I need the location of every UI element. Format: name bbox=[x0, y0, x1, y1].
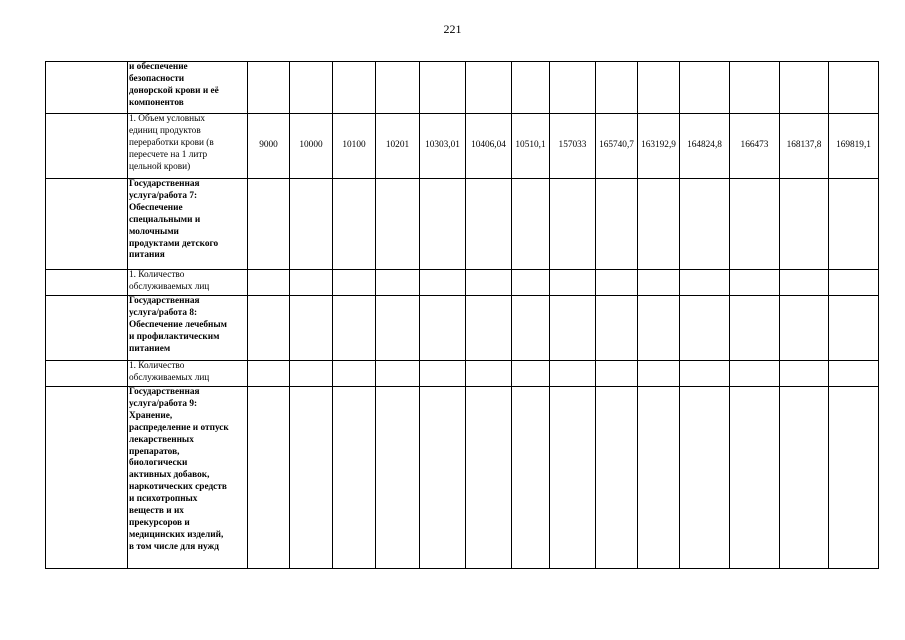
value-cell bbox=[550, 270, 596, 296]
table-row bbox=[46, 387, 879, 569]
value-cell bbox=[376, 296, 420, 361]
value-cell bbox=[780, 179, 829, 270]
cell-text-line: 1. Количество bbox=[129, 361, 185, 371]
value-cell bbox=[780, 361, 829, 387]
value-cell bbox=[333, 62, 376, 114]
value-cell bbox=[829, 179, 879, 270]
value-cell bbox=[780, 270, 829, 296]
value-cell bbox=[466, 387, 512, 569]
value-cell bbox=[730, 296, 780, 361]
value-cell bbox=[333, 270, 376, 296]
value-cell bbox=[680, 296, 730, 361]
indicator-name-cell bbox=[128, 361, 248, 387]
value-cell bbox=[512, 361, 550, 387]
value-cell bbox=[376, 387, 420, 569]
value-cell bbox=[248, 387, 290, 569]
table-row bbox=[46, 179, 879, 270]
value-cell bbox=[550, 296, 596, 361]
value-cell bbox=[512, 387, 550, 569]
value-cell bbox=[829, 270, 879, 296]
cell-text-line: обслуживаемых лиц bbox=[129, 372, 210, 383]
value-cell bbox=[730, 387, 780, 569]
table-row bbox=[46, 114, 879, 179]
blank-cell bbox=[46, 62, 128, 114]
cell-text-line: питания bbox=[129, 250, 165, 261]
value-cell bbox=[512, 179, 550, 270]
table-row bbox=[46, 361, 879, 387]
value-cell bbox=[248, 296, 290, 361]
value-cell bbox=[512, 270, 550, 296]
value-cell bbox=[376, 179, 420, 270]
value-cell bbox=[680, 62, 730, 114]
cell-text-line: препаратов, bbox=[129, 446, 180, 457]
cell-text-line: и профилактическим bbox=[129, 331, 220, 342]
value-cell bbox=[680, 361, 730, 387]
cell-text-line: наркотических средств bbox=[129, 482, 227, 493]
value-cell bbox=[376, 361, 420, 387]
value-cell bbox=[466, 62, 512, 114]
cell-text-line: Государственная bbox=[129, 179, 200, 189]
cell-text-line: Обеспечение bbox=[129, 202, 183, 213]
value-cell bbox=[420, 179, 466, 270]
value-cell bbox=[512, 296, 550, 361]
value-cell bbox=[829, 387, 879, 569]
value-cell bbox=[333, 179, 376, 270]
cell-text-line: прекурсоров и bbox=[129, 517, 190, 528]
cell-text-line: активных добавок, bbox=[129, 470, 210, 481]
cell-text-line: услуга/работа 8: bbox=[129, 307, 198, 318]
cell-text-line: 1. Объем условных bbox=[129, 114, 205, 124]
value-cell bbox=[638, 179, 680, 270]
blank-cell bbox=[46, 114, 128, 179]
value-cell bbox=[248, 179, 290, 270]
value-cell bbox=[290, 270, 333, 296]
value-cell bbox=[550, 387, 596, 569]
value-cell: 10510,1 bbox=[512, 114, 550, 179]
value-cell bbox=[829, 361, 879, 387]
value-cell bbox=[780, 62, 829, 114]
value-cell bbox=[596, 179, 638, 270]
value-cell bbox=[596, 62, 638, 114]
value-cell: 165740,7 bbox=[596, 114, 638, 179]
value-cell bbox=[829, 296, 879, 361]
value-cell bbox=[376, 270, 420, 296]
value-cell bbox=[333, 387, 376, 569]
cell-text-line: Обеспечение лечебным bbox=[129, 319, 227, 330]
cell-text-line: Хранение, bbox=[129, 410, 173, 421]
table-row bbox=[46, 270, 879, 296]
cell-text-line: цельной крови) bbox=[129, 161, 191, 172]
value-cell bbox=[290, 179, 333, 270]
service-name-cell bbox=[128, 387, 248, 569]
value-cell bbox=[550, 179, 596, 270]
value-cell bbox=[596, 270, 638, 296]
budget-table bbox=[45, 61, 879, 569]
table-body bbox=[46, 62, 879, 569]
cell-text-line: услуга/работа 9: bbox=[129, 398, 198, 409]
blank-cell bbox=[46, 296, 128, 361]
value-cell bbox=[638, 387, 680, 569]
cell-text-line: услуга/работа 7: bbox=[129, 190, 198, 201]
cell-text-line: биологически bbox=[129, 458, 188, 469]
cell-text-line: компонентов bbox=[129, 97, 184, 108]
blank-cell bbox=[46, 387, 128, 569]
value-cell bbox=[466, 270, 512, 296]
value-cell bbox=[550, 361, 596, 387]
value-cell: 166473 bbox=[730, 114, 780, 179]
cell-text-line: 1. Количество bbox=[129, 270, 185, 280]
value-cell bbox=[420, 387, 466, 569]
value-cell bbox=[730, 62, 780, 114]
cell-text-line: в том числе для нужд bbox=[129, 541, 219, 552]
value-cell bbox=[550, 62, 596, 114]
cell-text-line: молочными bbox=[129, 226, 179, 237]
value-cell: 10100 bbox=[333, 114, 376, 179]
value-cell bbox=[638, 270, 680, 296]
value-cell: 168137,8 bbox=[780, 114, 829, 179]
value-cell bbox=[730, 270, 780, 296]
cell-text-line: питанием bbox=[129, 343, 171, 354]
value-cell bbox=[333, 296, 376, 361]
value-cell: 10000 bbox=[290, 114, 333, 179]
value-cell bbox=[420, 62, 466, 114]
blank-cell bbox=[46, 179, 128, 270]
value-cell bbox=[466, 296, 512, 361]
cell-text-line: веществ и их bbox=[129, 506, 184, 517]
value-cell bbox=[290, 361, 333, 387]
value-cell bbox=[780, 387, 829, 569]
value-cell bbox=[680, 270, 730, 296]
cell-text-line: Государственная bbox=[129, 296, 200, 306]
value-cell: 9000 bbox=[248, 114, 290, 179]
value-cell bbox=[376, 62, 420, 114]
indicator-name-cell bbox=[128, 114, 248, 179]
cell-text-line: распределение и отпуск bbox=[129, 422, 229, 433]
value-cell bbox=[248, 270, 290, 296]
value-cell: 157033 bbox=[550, 114, 596, 179]
blank-cell bbox=[46, 270, 128, 296]
cell-text-line: пересчете на 1 литр bbox=[129, 149, 208, 160]
value-cell bbox=[596, 296, 638, 361]
cell-text-line: переработки крови (в bbox=[129, 137, 214, 148]
indicator-name-cell bbox=[128, 270, 248, 296]
value-cell: 10303,01 bbox=[420, 114, 466, 179]
value-cell bbox=[512, 62, 550, 114]
value-cell bbox=[829, 62, 879, 114]
service-name-cell bbox=[128, 179, 248, 270]
cell-text-line: специальными и bbox=[129, 214, 201, 225]
service-name-cell bbox=[128, 62, 248, 114]
value-cell bbox=[248, 62, 290, 114]
value-cell bbox=[420, 270, 466, 296]
value-cell bbox=[638, 62, 680, 114]
page-number: 221 bbox=[443, 22, 462, 36]
value-cell bbox=[680, 179, 730, 270]
value-cell bbox=[290, 387, 333, 569]
value-cell: 169819,1 bbox=[829, 114, 879, 179]
value-cell bbox=[466, 179, 512, 270]
cell-text-line: донорской крови и её bbox=[129, 85, 219, 96]
cell-text-line: и психотропных bbox=[129, 494, 198, 505]
value-cell bbox=[420, 296, 466, 361]
value-cell bbox=[680, 387, 730, 569]
value-cell bbox=[290, 296, 333, 361]
cell-text-line: продуктами детского bbox=[129, 238, 219, 249]
table-row bbox=[46, 296, 879, 361]
cell-text-line: и обеспечение bbox=[129, 62, 188, 72]
cell-text-line: безопасности bbox=[129, 73, 185, 84]
value-cell bbox=[290, 62, 333, 114]
value-cell bbox=[333, 361, 376, 387]
value-cell: 10201 bbox=[376, 114, 420, 179]
cell-text-line: обслуживаемых лиц bbox=[129, 281, 210, 292]
service-name-cell bbox=[128, 296, 248, 361]
value-cell: 10406,04 bbox=[466, 114, 512, 179]
value-cell: 163192,9 bbox=[638, 114, 680, 179]
value-cell bbox=[466, 361, 512, 387]
table-row bbox=[46, 62, 879, 114]
value-cell bbox=[596, 387, 638, 569]
value-cell bbox=[780, 296, 829, 361]
value-cell bbox=[638, 296, 680, 361]
cell-text-line: лекарственных bbox=[129, 434, 194, 445]
cell-text-line: Государственная bbox=[129, 387, 200, 397]
value-cell bbox=[248, 361, 290, 387]
value-cell bbox=[596, 361, 638, 387]
value-cell bbox=[730, 361, 780, 387]
cell-text-line: единиц продуктов bbox=[129, 125, 201, 136]
value-cell bbox=[638, 361, 680, 387]
value-cell bbox=[420, 361, 466, 387]
value-cell: 164824,8 bbox=[680, 114, 730, 179]
value-cell bbox=[730, 179, 780, 270]
blank-cell bbox=[46, 361, 128, 387]
cell-text-line: медицинских изделий, bbox=[129, 529, 224, 540]
